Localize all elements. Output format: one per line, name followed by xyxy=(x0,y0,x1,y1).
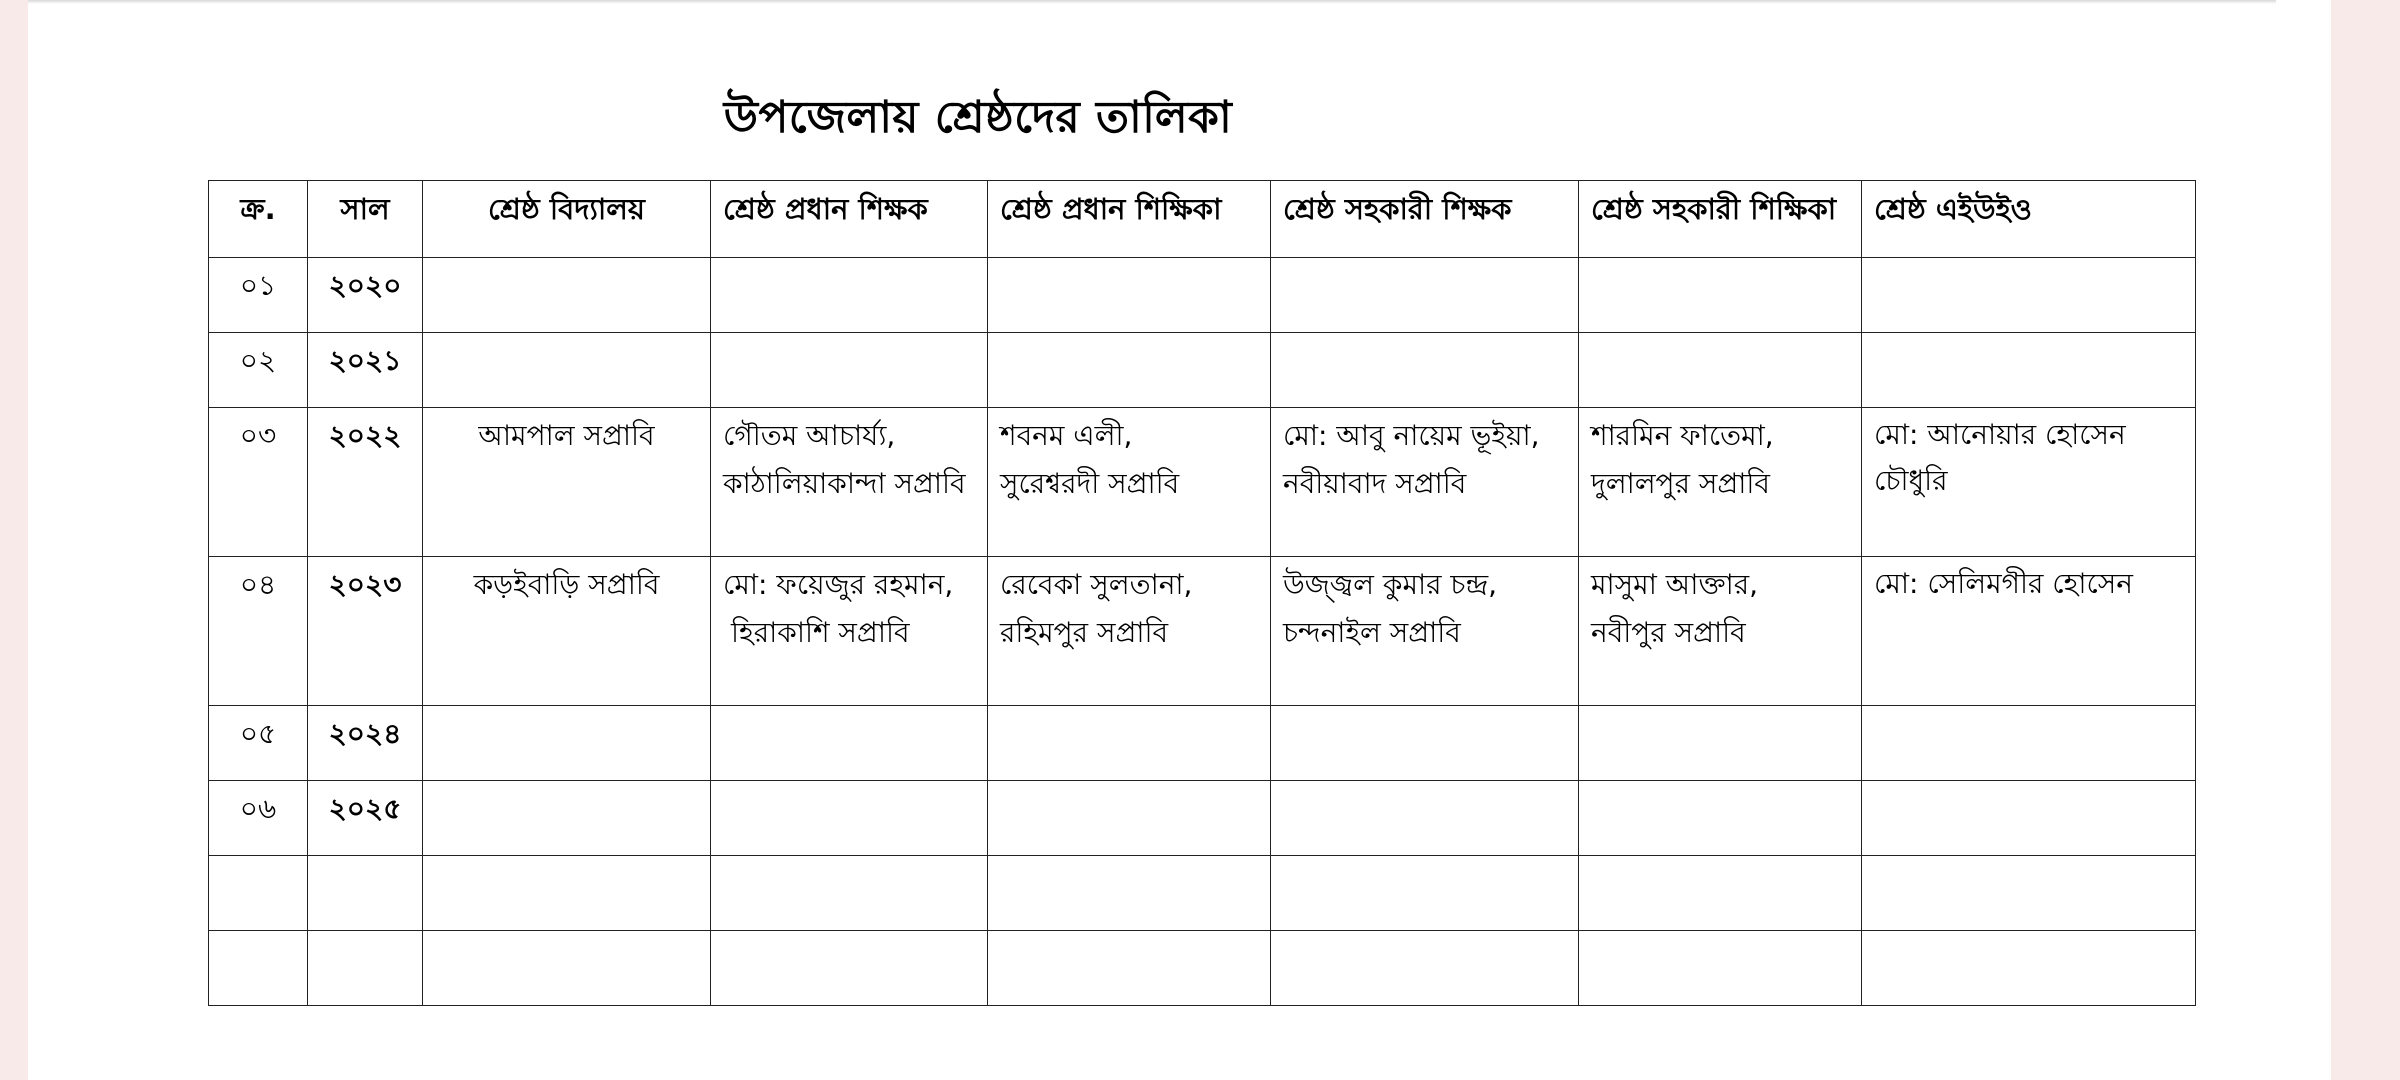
cell-year xyxy=(308,931,423,1006)
person-school: দুলালপুর সপ্রাবি xyxy=(1591,467,1770,500)
table-header-row xyxy=(209,181,2196,258)
cell-serial: ০২ xyxy=(209,333,308,408)
cell-serial xyxy=(209,856,308,931)
cell-head-teacher-female xyxy=(988,258,1271,333)
cell-serial: ০৪ xyxy=(209,557,308,706)
cell-year: ২০২০ xyxy=(308,258,423,333)
cell-assistant-teacher-female xyxy=(1579,856,1862,931)
person-school: রহিমপুর সপ্রাবি xyxy=(1000,616,1169,649)
cell-school xyxy=(423,333,711,408)
person-name: মো: ফয়েজুর রহমান, xyxy=(723,568,954,601)
cell-head-teacher-male xyxy=(711,931,988,1006)
person-name: শারমিন ফাতেমা, xyxy=(1591,419,1774,452)
cell-assistant-teacher-male xyxy=(1271,408,1579,557)
cell-head-teacher-male xyxy=(711,258,988,333)
cell-school: আমপাল সপ্রাবি xyxy=(423,408,711,557)
cell-school xyxy=(423,781,711,856)
header-year: সাল xyxy=(308,181,423,258)
cell-aueo xyxy=(1862,856,2196,931)
cell-assistant-teacher-male xyxy=(1271,781,1579,856)
cell-head-teacher-male xyxy=(711,408,988,557)
table-row xyxy=(209,781,2196,856)
person-name: মো: সেলিমগীর হোসেন xyxy=(1874,567,2133,600)
person-school: নবীয়াবাদ সপ্রাবি xyxy=(1283,467,1467,500)
person-name: রেবেকা সুলতানা, xyxy=(1000,568,1193,601)
cell-assistant-teacher-female xyxy=(1579,258,1862,333)
person-name: উজ্জ্বল কুমার চন্দ্র, xyxy=(1283,568,1498,601)
header-best-school: শ্রেষ্ঠ বিদ্যালয় xyxy=(423,181,711,258)
cell-year xyxy=(308,856,423,931)
cell-assistant-teacher-male xyxy=(1271,706,1579,781)
table-row xyxy=(209,706,2196,781)
cell-school xyxy=(423,856,711,931)
cell-school xyxy=(423,706,711,781)
cell-aueo xyxy=(1862,333,2196,408)
cell-school xyxy=(423,258,711,333)
cell-assistant-teacher-female xyxy=(1579,557,1862,706)
cell-assistant-teacher-female xyxy=(1579,706,1862,781)
person-school: হিরাকাশি সপ্রাবি xyxy=(731,616,910,649)
table-row xyxy=(209,931,2196,1006)
cell-head-teacher-male xyxy=(711,706,988,781)
page-shadow xyxy=(28,0,2276,4)
cell-head-teacher-female xyxy=(988,557,1271,706)
table-row xyxy=(209,856,2196,931)
cell-head-teacher-female xyxy=(988,781,1271,856)
cell-head-teacher-male xyxy=(711,333,988,408)
person-school: কাঠালিয়াকান্দা সপ্রাবি xyxy=(723,467,966,500)
person-school: নবীপুর সপ্রাবি xyxy=(1591,616,1746,649)
header-best-aueo: শ্রেষ্ঠ এইউইও xyxy=(1862,181,2196,258)
cell-aueo xyxy=(1862,931,2196,1006)
cell-head-teacher-female xyxy=(988,408,1271,557)
cell-school: কড়ইবাড়ি সপ্রাবি xyxy=(423,557,711,706)
header-serial: ক্র. xyxy=(209,181,308,258)
person-school: চন্দনাইল সপ্রাবি xyxy=(1283,616,1461,649)
cell-year: ২০২৫ xyxy=(308,781,423,856)
cell-head-teacher-male xyxy=(711,781,988,856)
cell-serial xyxy=(209,931,308,1006)
cell-assistant-teacher-male xyxy=(1271,856,1579,931)
cell-school xyxy=(423,931,711,1006)
cell-year: ২০২১ xyxy=(308,333,423,408)
cell-assistant-teacher-male xyxy=(1271,258,1579,333)
person-name: গৌতম আচার্য্য, xyxy=(723,419,896,452)
cell-aueo xyxy=(1862,258,2196,333)
cell-year: ২০২৪ xyxy=(308,706,423,781)
person-name: মো: আনোয়ার হোসেন চৌধুরি xyxy=(1874,418,2126,497)
header-best-assistant-teacher-female: শ্রেষ্ঠ সহকারী শিক্ষিকা xyxy=(1579,181,1862,258)
cell-serial: ০৩ xyxy=(209,408,308,557)
cell-assistant-teacher-male xyxy=(1271,333,1579,408)
table-row xyxy=(209,557,2196,706)
cell-serial: ০৬ xyxy=(209,781,308,856)
person-school: সুরেশ্বরদী সপ্রাবি xyxy=(1000,467,1180,500)
cell-assistant-teacher-female xyxy=(1579,408,1862,557)
table-row xyxy=(209,408,2196,557)
person-name: মো: আবু নায়েম ভূইয়া, xyxy=(1283,419,1540,452)
header-best-head-teacher-female: শ্রেষ্ঠ প্রধান শিক্ষিকা xyxy=(988,181,1271,258)
cell-aueo xyxy=(1862,557,2196,706)
cell-head-teacher-female xyxy=(988,856,1271,931)
cell-head-teacher-female xyxy=(988,706,1271,781)
cell-year: ২০২৩ xyxy=(308,557,423,706)
cell-serial: ০১ xyxy=(209,258,308,333)
cell-head-teacher-female xyxy=(988,931,1271,1006)
cell-head-teacher-male xyxy=(711,856,988,931)
person-name: শবনম এলী, xyxy=(1000,419,1133,452)
table-row xyxy=(209,258,2196,333)
cell-year: ২০২২ xyxy=(308,408,423,557)
cell-assistant-teacher-female xyxy=(1579,781,1862,856)
cell-aueo xyxy=(1862,408,2196,557)
header-best-assistant-teacher-male: শ্রেষ্ঠ সহকারী শিক্ষক xyxy=(1271,181,1579,258)
document-page xyxy=(28,0,2331,1080)
cell-assistant-teacher-female xyxy=(1579,333,1862,408)
document-title: উপজেলায় শ্রেষ্ঠদের তালিকা xyxy=(723,92,1233,143)
cell-assistant-teacher-male xyxy=(1271,557,1579,706)
cell-head-teacher-male xyxy=(711,557,988,706)
cell-head-teacher-female xyxy=(988,333,1271,408)
awards-table xyxy=(208,180,2196,1006)
cell-assistant-teacher-female xyxy=(1579,931,1862,1006)
cell-serial: ০৫ xyxy=(209,706,308,781)
table-row xyxy=(209,333,2196,408)
cell-aueo xyxy=(1862,706,2196,781)
header-best-head-teacher-male: শ্রেষ্ঠ প্রধান শিক্ষক xyxy=(711,181,988,258)
cell-assistant-teacher-male xyxy=(1271,931,1579,1006)
cell-aueo xyxy=(1862,781,2196,856)
person-name: মাসুমা আক্তার, xyxy=(1591,568,1759,601)
